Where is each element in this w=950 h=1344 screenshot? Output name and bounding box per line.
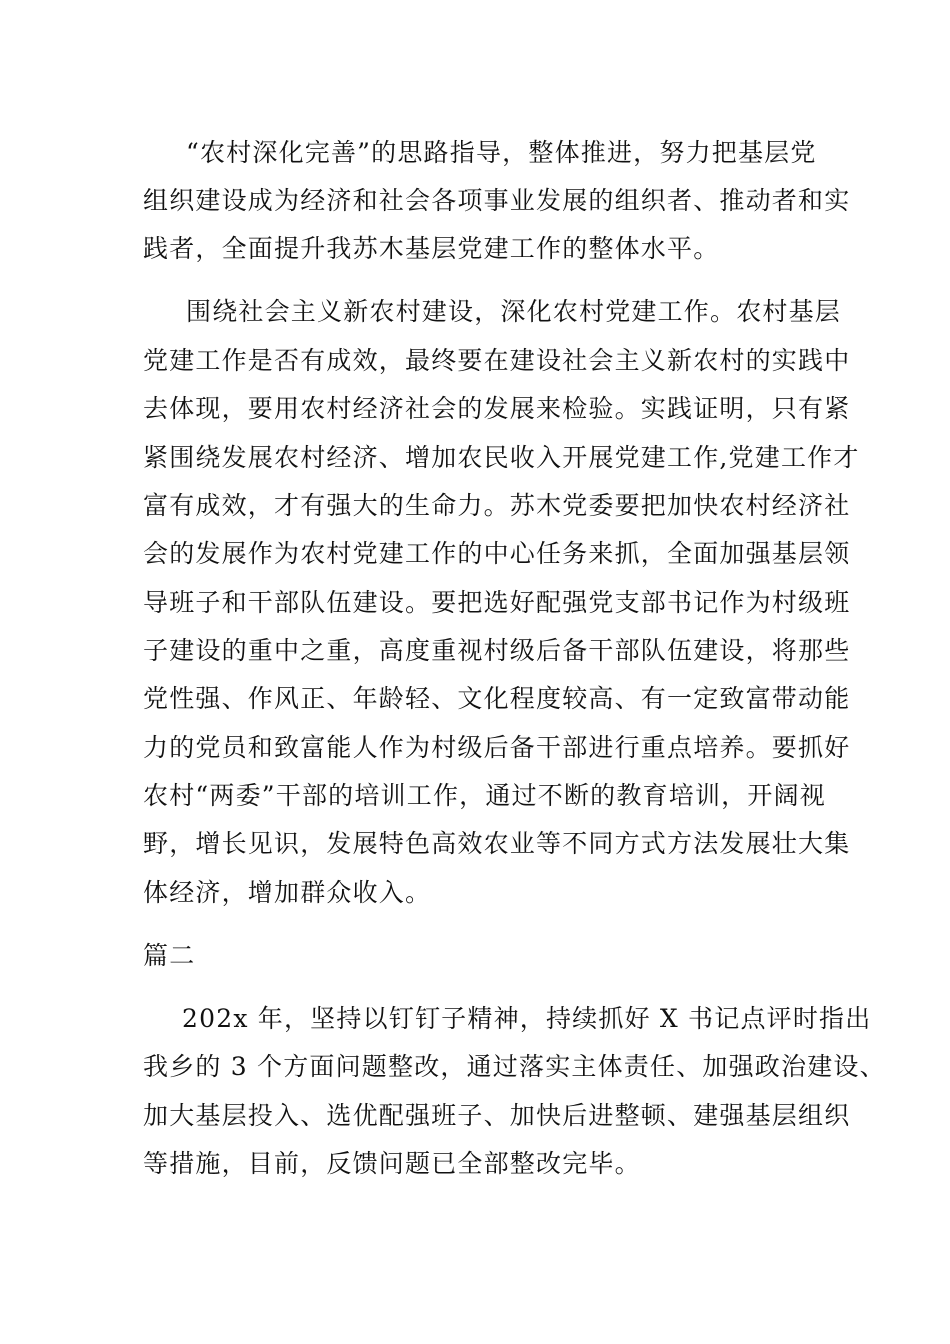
text-line: 会的发展作为农村党建工作的中心任务来抓，全面加强基层领 bbox=[143, 539, 851, 568]
text-line: 紧围绕发展农村经济、增加农民收入开展党建工作,党建工作才 bbox=[143, 443, 860, 472]
text-line: 野，增长见识，发展特色高效农业等不同方式方法发展壮大集 bbox=[143, 829, 851, 858]
text-line: 体经济，增加群众收入。 bbox=[143, 878, 432, 907]
text-line: 导班子和干部队伍建设。要把选好配强党支部书记作为村级班 bbox=[143, 588, 851, 617]
text-line: 力的党员和致富能人作为村级后备干部进行重点培养。要抓好 bbox=[143, 733, 851, 762]
text-line: 202x 年，坚持以钉钉子精神，持续抓好 X 书记点评时指出 bbox=[182, 1004, 872, 1033]
text-line: 党建工作是否有成效，最终要在建设社会主义新农村的实践中 bbox=[143, 346, 851, 375]
text-line: 加大基层投入、选优配强班子、加快后进整顿、建强基层组织 bbox=[143, 1101, 851, 1130]
text-line: 党性强、作风正、年龄轻、文化程度较高、有一定致富带动能 bbox=[143, 684, 851, 713]
text-line: 组织建设成为经济和社会各项事业发展的组织者、推动者和实 bbox=[143, 186, 851, 215]
text-line: 践者，全面提升我苏木基层党建工作的整体水平。 bbox=[143, 234, 720, 263]
text-line: 富有成效，才有强大的生命力。苏木党委要把加快农村经济社 bbox=[143, 491, 851, 520]
text-line: 围绕社会主义新农村建设，深化农村党建工作。农村基层 bbox=[186, 297, 842, 326]
text-line: 去体现，要用农村经济社会的发展来检验。实践证明，只有紧 bbox=[143, 394, 851, 423]
text-line: 等措施，目前，反馈问题已全部整改完毕。 bbox=[143, 1149, 641, 1178]
text-line: “农村深化完善”的思路指导，整体推进，努力把基层党 bbox=[186, 138, 817, 167]
text-line: 农村“两委”干部的培训工作，通过不断的教育培训，开阔视 bbox=[143, 781, 826, 810]
section-heading: 篇二 bbox=[143, 941, 196, 970]
text-line: 我乡的 3 个方面问题整改，通过落实主体责任、加强政治建设、 bbox=[143, 1052, 886, 1081]
text-line: 子建设的重中之重，高度重视村级后备干部队伍建设，将那些 bbox=[143, 636, 851, 665]
